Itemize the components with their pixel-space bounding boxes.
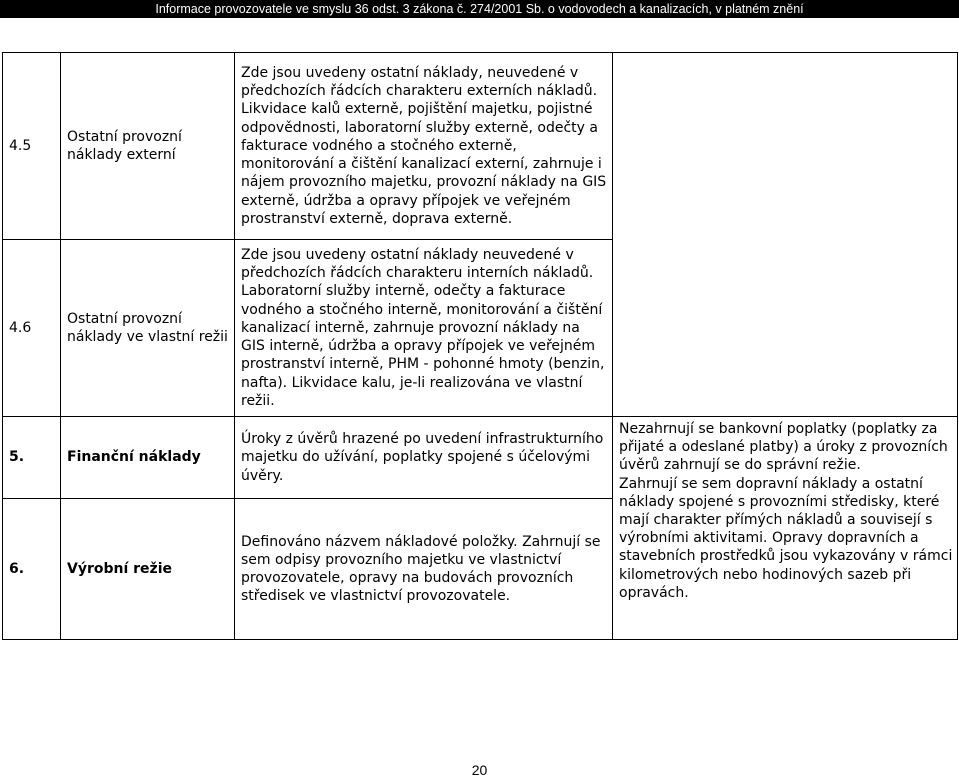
table-row-4-5 [3, 53, 958, 240]
row-description: Definováno názvem nákladové položky. Zahrnují se sem odpisy provozního majetku ve vlastnictví provozovatele, opravy na budovách provozních středisek ve vlastnictví provozovatele. [235, 499, 613, 640]
page-number: 20 [471, 762, 488, 778]
row-description: Úroky z úvěrů hrazené po uvedení infrastrukturního majetku do užívání, poplatky spojené s účelovými úvěry. [235, 417, 613, 499]
row-number: 5. [3, 417, 61, 499]
row-name: Výrobní režie [61, 499, 235, 640]
document-header: Informace provozovatele ve smyslu 36 odst. 3 zákona č. 274/2001 Sb. o vodovodech a kanalizacích, v platném znění [0, 0, 959, 18]
row-description: Zde jsou uvedeny ostatní náklady, neuvedené v předchozích řádcích charakteru externích nákladů. Likvidace kalů externě, pojištění majetku, pojistné odpovědnosti, laboratorní služby externě, odečty a fakturace vodného a stočného externě, monitorování a čištění kanalizací externí, zahrnuje i nájem provozního majetku, provozní náklady na GIS externě, údržba a opravy přípojek ve veřejném prostranství externě, doprava externě. [235, 53, 613, 240]
row-number: 4.5 [3, 53, 61, 240]
cost-items-table [2, 52, 958, 640]
note-financial: Nezahrnují se bankovní poplatky (poplatky za přijaté a odeslané platby) a úroky z provozních úvěrů zahrnují se do správní režie. [619, 421, 948, 474]
row-number: 6. [3, 499, 61, 640]
row-number: 4.6 [3, 240, 61, 417]
table-row-5 [3, 417, 958, 499]
row-name: Ostatní provozní náklady ve vlastní režii [61, 240, 235, 417]
note-production: Zahrnují se sem dopravní náklady a ostatní náklady spojené s provozními středisky, které mají charakter přímých nákladů a souvisejí s výrobními aktivitami. Opravy dopravních a stavebních prostředků jsou vykazovány v rámci kilometrových nebo hodinových sazeb při opravách. [619, 475, 953, 601]
row-note [613, 417, 958, 640]
row-note-empty [613, 53, 958, 417]
row-name: Ostatní provozní náklady externí [61, 53, 235, 240]
row-name: Finanční náklady [61, 417, 235, 499]
row-description: Zde jsou uvedeny ostatní náklady neuvedené v předchozích řádcích charakteru interních nákladů. Laboratorní služby interně, odečty a fakturace vodného a stočného interně, monitorování a čištění kanalizací interně, zahrnuje provozní náklady na GIS interně, údržba a opravy přípojek ve veřejném prostranství interně, PHM - pohonné hmoty (benzin, nafta). Likvidace kalu, je-li realizována ve vlastní režii. [235, 240, 613, 417]
